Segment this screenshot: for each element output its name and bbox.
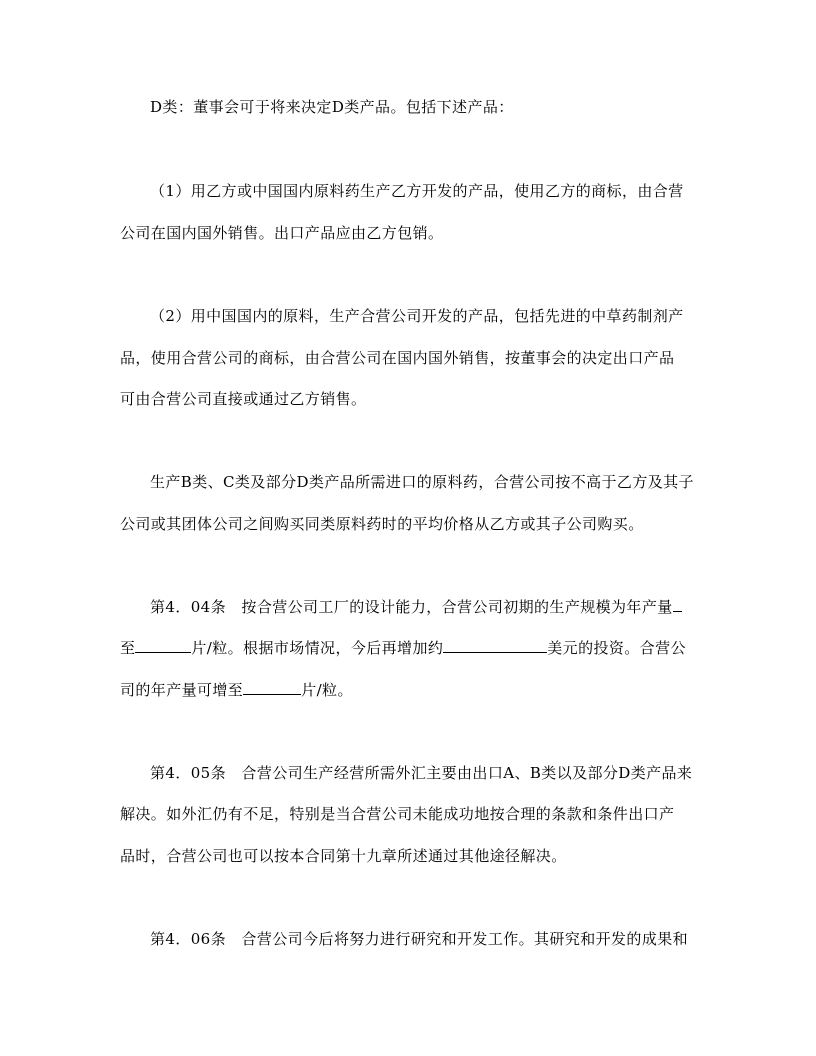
import-para-line2: 公司或其团体公司之间购买同类原料药时的平均价格从乙方或其子公司购买。	[120, 515, 644, 533]
item1-line1: （1）用乙方或中国国内原料药生产乙方开发的产品，使用乙方的商标，由合营	[150, 182, 684, 200]
art405-line3: 品时，合营公司也可以按本合同第十九章所述通过其他途径解决。	[120, 847, 567, 865]
art404-line3-b: 片/粒。	[301, 681, 353, 699]
art404-line2-c: 美元的投资。合营公	[547, 639, 686, 657]
art405-line2: 解决。如外汇仍有不足，特别是当合营公司未能成功地按合理的条款和条件出口产	[120, 805, 675, 823]
art404-line3-a: 司的年产量可增至	[120, 681, 244, 699]
blank-field	[673, 597, 682, 612]
blank-field	[243, 680, 301, 695]
item1-line2: 公司在国内国外销售。出口产品应由乙方包销。	[120, 224, 444, 242]
blank-field	[443, 638, 547, 653]
import-para-line1: 生产B类、C类及部分D类产品所需进口的原料药，合营公司按不高于乙方及其子	[150, 473, 694, 491]
d-class-intro: D类：董事会可于将来决定D类产品。包括下述产品：	[150, 98, 514, 116]
art404-line2-b: 片/粒。根据市场情况，今后再增加约	[191, 639, 444, 657]
art404-line3	[120, 680, 700, 700]
art406-line1: 第4．06条 合营公司今后将努力进行研究和开发工作。其研究和开发的成果和	[150, 930, 689, 948]
art404-line1	[150, 597, 700, 617]
item2-line2: 品，使用合营公司的商标，由合营公司在国内国外销售，按董事会的决定出口产品	[120, 349, 675, 367]
art404-line2	[120, 638, 700, 658]
item2-line1: （2）用中国国内的原料，生产合营公司开发的产品，包括先进的中草药制剂产	[150, 307, 684, 325]
art404-line1-text: 第4．04条 按合营公司工厂的设计能力，合营公司初期的生产规模为年产量	[150, 598, 673, 616]
blank-field	[135, 638, 191, 653]
item2-line3: 可由合营公司直接或通过乙方销售。	[120, 390, 367, 408]
art404-line2-a: 至	[120, 639, 136, 657]
art405-line1: 第4．05条 合营公司生产经营所需外汇主要由出口A、B类以及部分D类产品来	[150, 764, 693, 782]
